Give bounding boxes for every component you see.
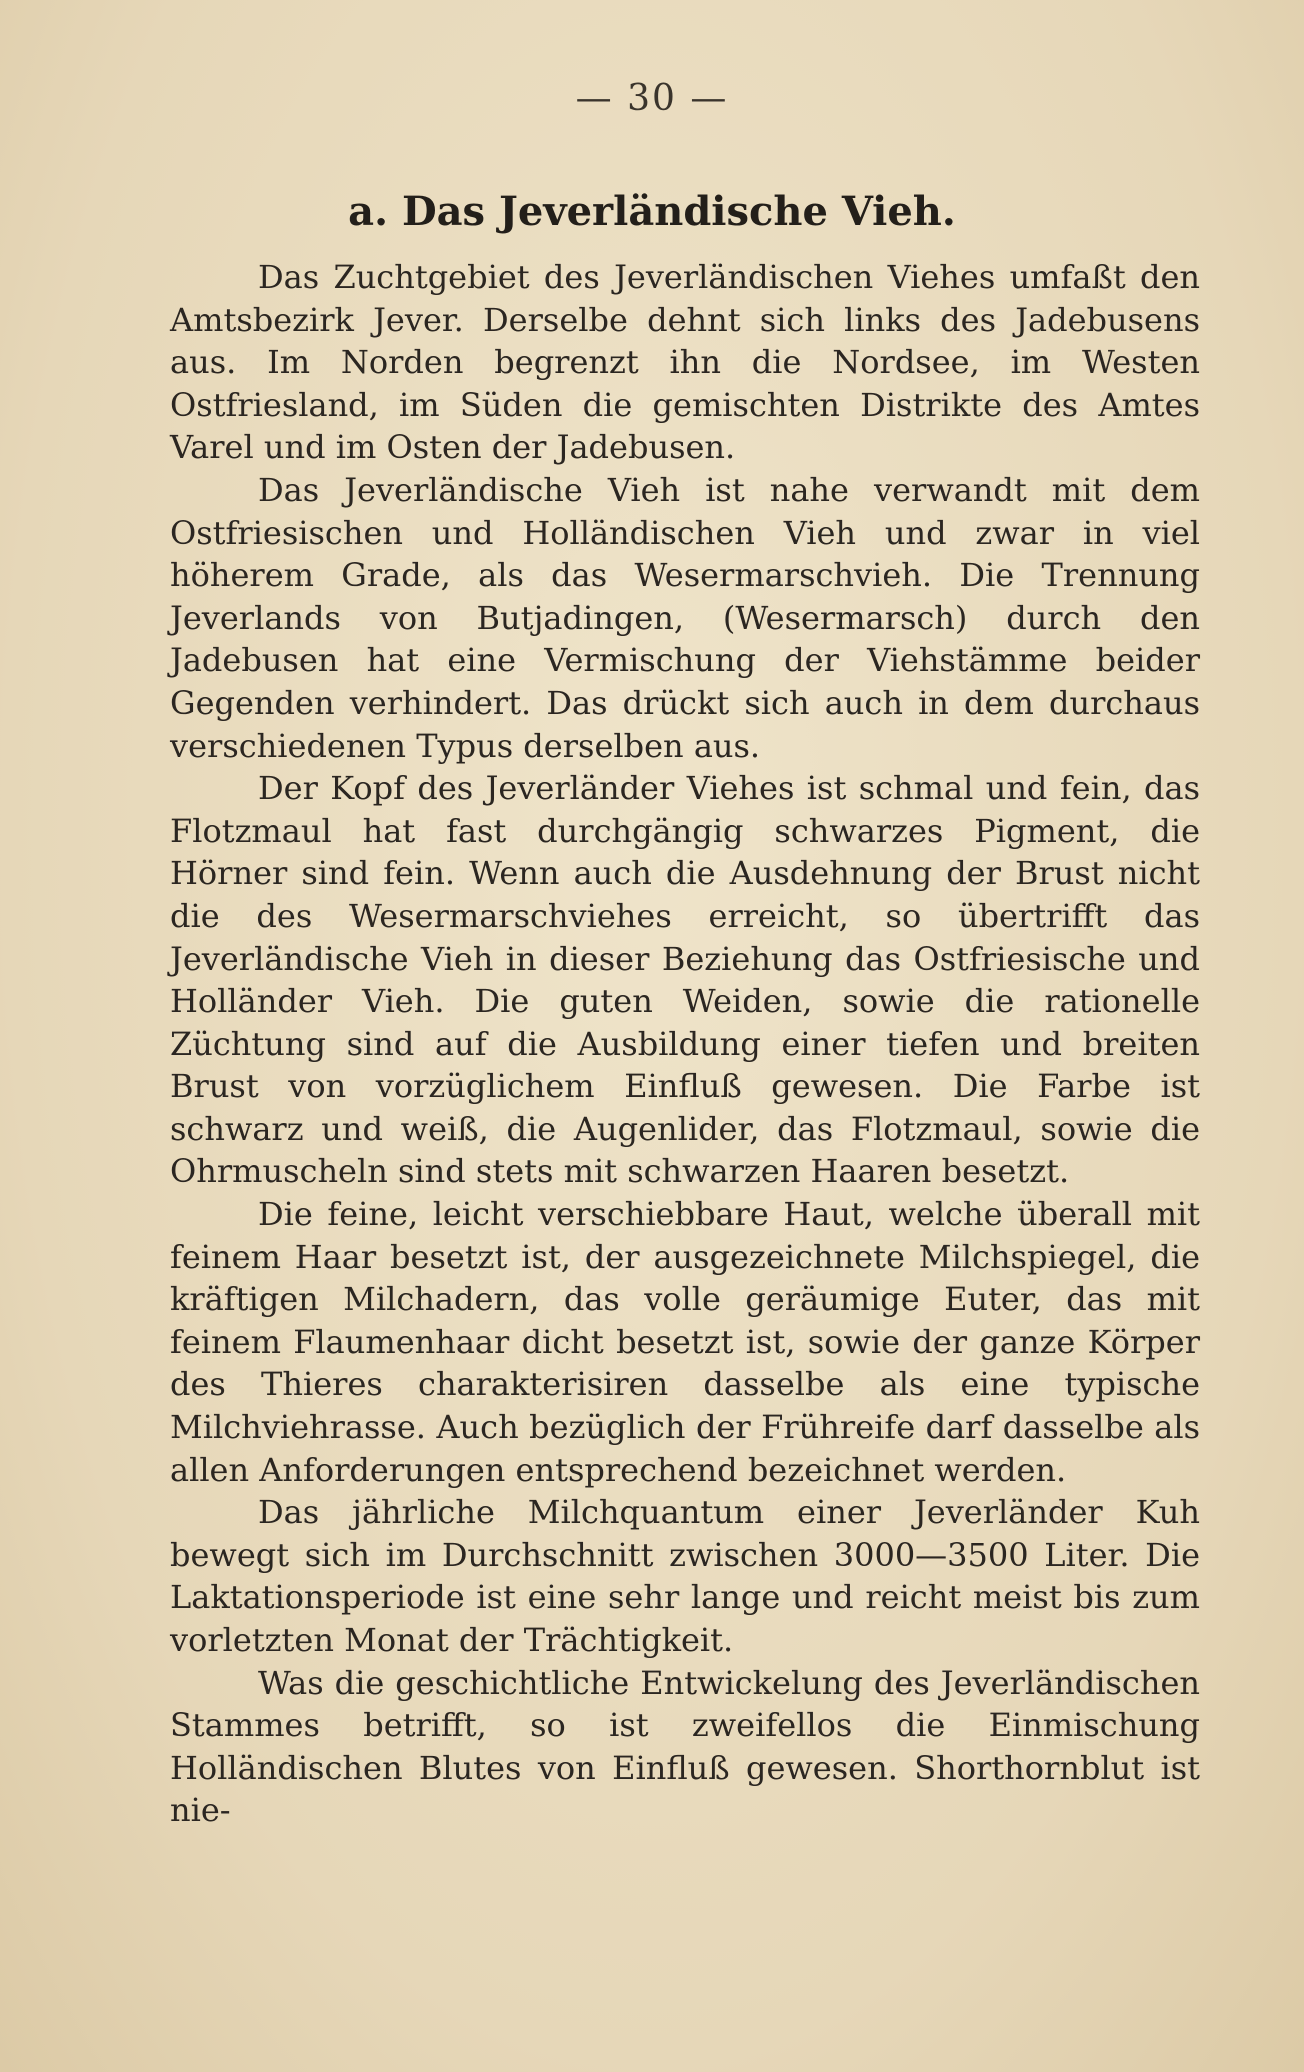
paragraph-history: Was die geschichtliche Entwickelung des Jeverländischen Stammes betrifft, so ist zweifellos die Einmischung Holländischen Blutes von Einfluß gewesen. Shorthornblut ist nie-: [170, 1663, 1200, 1830]
body-text: [170, 256, 1200, 1832]
page-number: — 30 —: [575, 78, 729, 119]
section-heading: a. Das Jeverländische Vieh.: [348, 188, 956, 235]
paragraph-skin-description: Die feine, leicht verschiebbare Haut, welche überall mit feinem Haar besetzt ist, der ausgezeichnete Milchspiegel, die kräftigen Milchadern, das volle geräumige Euter, das mit feinem Flaumenhaar dicht besetzt ist, sowie der ganze Körper des Thieres charakterisiren dasselbe als eine typische Milchviehrasse. Auch bezüglich der Frühreife darf dasselbe als allen Anforderungen entsprechend bezeichnet werden.: [170, 1195, 1200, 1489]
paragraph-relation: Das Jeverländische Vieh ist nahe verwandt mit dem Ostfriesischen und Holländischen Vieh und zwar in viel höherem Grade, als das Wesermarschvieh. Die Trennung Jeverlands von Butjadingen, (Wesermarsch) durch den Jadebusen hat eine Vermischung der Viehstämme beider Gegenden verhindert. Das drückt sich auch in dem durchaus verschiedenen Typus derselben aus.: [170, 470, 1200, 765]
paragraph-milk-quantity: Das jährliche Milchquantum einer Jeverländer Kuh bewegt sich im Durchschnitt zwischen 3000—3500 Liter. Die Laktationsperiode ist eine sehr lange und reicht meist bis zum vorletzten Monat der Trächtigkeit.: [170, 1493, 1200, 1659]
paragraph-breeding-area: Das Zuchtgebiet des Jeverländischen Viehes umfaßt den Amtsbezirk Jever. Derselbe dehnt sich links des Jadebusens aus. Im Norden begrenzt ihn die Nordsee, im Westen Ostfriesland, im Süden die gemischten Distrikte des Amtes Varel und im Osten der Jadebusen.: [170, 258, 1200, 467]
paragraph-head-description: Der Kopf des Jeverländer Viehes ist schmal und fein, das Flotzmaul hat fast durchgängig schwarzes Pigment, die Hörner sind fein. Wenn auch die Ausdehnung der Brust nicht die des Wesermarschviehes erreicht, so übertrifft das Jeverländische Vieh in dieser Beziehung das Ostfriesische und Holländer Vieh. Die guten Weiden, sowie die rationelle Züchtung sind auf die Ausbildung einer tiefen und breiten Brust von vorzüglichem Einfluß gewesen. Die Farbe ist schwarz und weiß, die Augenlider, das Flotzmaul, sowie die Ohrmuscheln sind stets mit schwarzen Haaren besetzt.: [170, 769, 1200, 1191]
